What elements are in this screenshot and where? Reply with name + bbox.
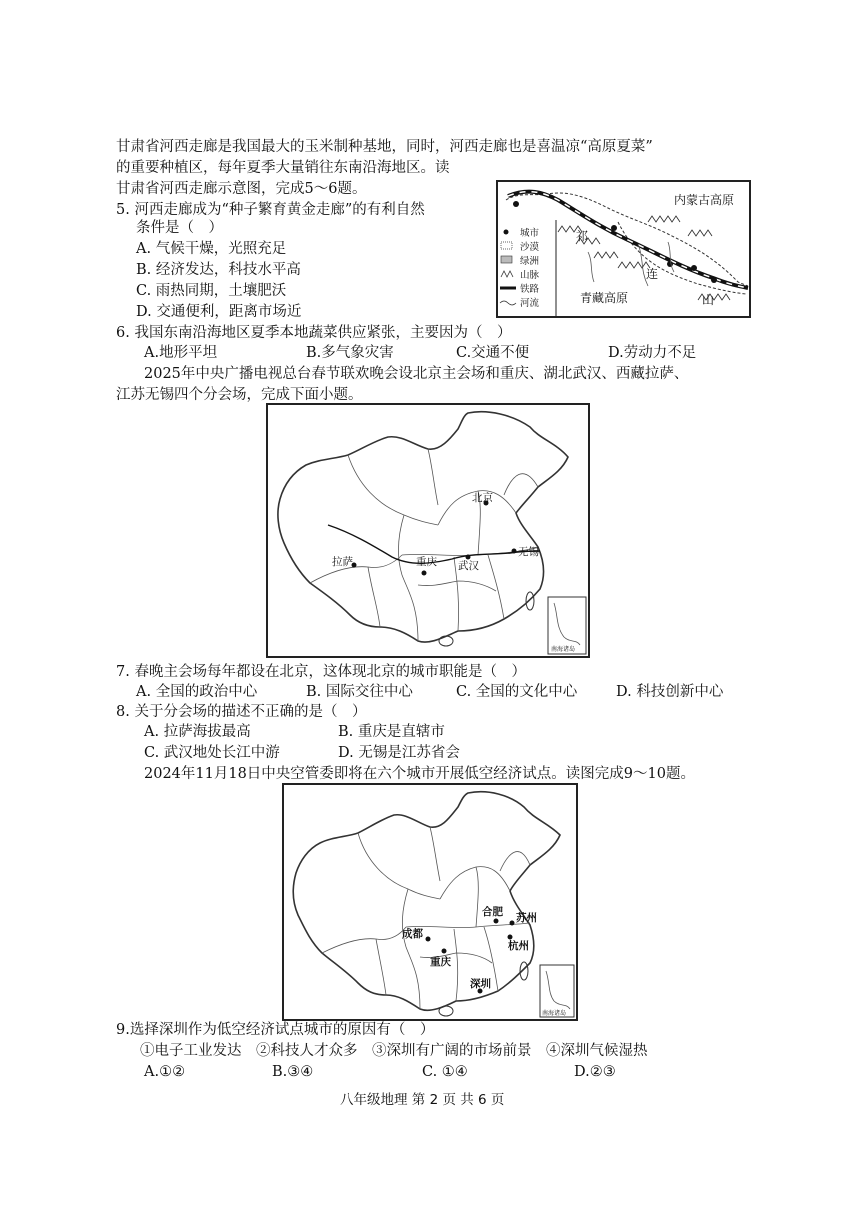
city-lasa: 拉萨 (332, 556, 353, 568)
q5-stem: 5. 河西走廊成为“种子繁育黄金走廊”的有利自然 (116, 202, 425, 218)
q7-option-d[interactable]: D. 科技创新中心 (616, 684, 724, 700)
city-hefei: 合肥 (482, 906, 503, 918)
q7-option-b[interactable]: B. 国际交往中心 (306, 684, 413, 700)
city-chongqing: 重庆 (416, 556, 437, 568)
q7-stem: 7. 春晚主会场每年都设在北京，这体现北京的城市职能是（ ） (116, 664, 526, 680)
passage1-line1: 甘肃省河西走廊是我国最大的玉米制种基地，同时，河西走廊也是喜温凉“高原夏菜” (116, 139, 653, 155)
city-chongqing-2: 重庆 (430, 956, 451, 968)
label-qi: 祁 (576, 229, 589, 243)
city-suzhou: 苏州 (516, 912, 537, 924)
q6-option-a[interactable]: A.地形平坦 (144, 345, 218, 361)
q6-option-d[interactable]: D.劳动力不足 (608, 345, 697, 361)
city-shenzhen: 深圳 (470, 978, 491, 990)
q5-option-d[interactable]: D. 交通便利，距离市场近 (136, 304, 302, 320)
map-legend (500, 227, 540, 309)
passage2-line1: 2025年中央广播电视总台春节联欢晚会设北京主会场和重庆、湖北武汉、西藏拉萨、 (144, 366, 689, 382)
q5-option-b[interactable]: B. 经济发达，科技水平高 (136, 262, 301, 278)
q5-option-a[interactable]: A. 气候干燥，光照充足 (136, 241, 287, 257)
q9-option-d[interactable]: D.②③ (574, 1064, 616, 1080)
q6-stem: 6. 我国东南沿海地区夏季本地蔬菜供应紧张，主要因为（ ） (116, 325, 512, 341)
q8-stem: 8. 关于分会场的描述不正确的是（ ） (116, 704, 367, 720)
passage3-line1: 2024年11月18日中央空管委即将在六个城市开展低空经济试点。读图完成9～10题。 (144, 766, 695, 782)
q5-option-c[interactable]: C. 雨热同期，土壤肥沃 (136, 283, 287, 299)
legend-city: 城市 (520, 228, 540, 239)
q8-option-c[interactable]: C. 武汉地处长江中游 (144, 745, 280, 761)
q8-option-d[interactable]: D. 无锡是江苏省会 (338, 745, 460, 761)
legend-oasis: 绿洲 (520, 256, 540, 267)
china-map-pilot-cities (282, 783, 578, 1021)
inset-label: 南海诸岛 (551, 646, 576, 653)
q9-option-b[interactable]: B.③④ (272, 1064, 314, 1080)
q8-option-a[interactable]: A. 拉萨海拔最高 (144, 724, 251, 740)
city-beijing: 北京 (472, 492, 493, 504)
q7-option-a[interactable]: A. 全国的政治中心 (136, 684, 258, 700)
city-wuxi: 无锡 (518, 546, 539, 558)
q8-option-b[interactable]: B. 重庆是直辖市 (338, 724, 445, 740)
q6-option-c[interactable]: C.交通不便 (456, 345, 530, 361)
passage1-line3: 甘肃省河西走廊示意图，完成5～6题。 (116, 181, 367, 197)
q9-option-a[interactable]: A.①② (144, 1064, 186, 1080)
inset-label-2: 南海诸岛 (542, 1010, 567, 1017)
q6-option-b[interactable]: B.多气象灾害 (306, 345, 394, 361)
label-lian: 连 (646, 267, 659, 281)
city-chengdu: 成都 (402, 928, 423, 940)
city-hangzhou: 杭州 (508, 940, 529, 952)
region-label-south: 青藏高原 (580, 291, 629, 305)
region-label-north: 内蒙古高原 (674, 193, 735, 207)
q9-items: ①电子工业发达 ②科技人才众多 ③深圳有广阔的市场前景 ④深圳气候湿热 (140, 1043, 648, 1059)
passage2-line2: 江苏无锡四个分会场，完成下面小题。 (116, 387, 363, 403)
q5-stem-cont: 条件是（ ） (136, 220, 223, 236)
china-map-gala-venues (266, 403, 590, 658)
legend-mountain: 山脉 (520, 270, 540, 281)
label-shan: 山 (702, 293, 715, 307)
q7-option-c[interactable]: C. 全国的文化中心 (456, 684, 578, 700)
hexi-corridor-map (496, 180, 751, 318)
city-wuhan: 武汉 (458, 560, 479, 572)
legend-river: 河流 (520, 298, 540, 309)
page-footer: 八年级地理 第 2 页 共 6 页 (340, 1092, 505, 1108)
passage1-line2: 的重要种植区，每年夏季大量销往东南沿海地区。读 (116, 160, 450, 176)
q9-stem: 9.选择深圳作为低空经济试点城市的原因有（ ） (116, 1022, 435, 1038)
q9-option-c[interactable]: C. ①④ (422, 1064, 468, 1080)
legend-desert: 沙漠 (520, 242, 540, 253)
legend-railway: 铁路 (520, 284, 540, 295)
